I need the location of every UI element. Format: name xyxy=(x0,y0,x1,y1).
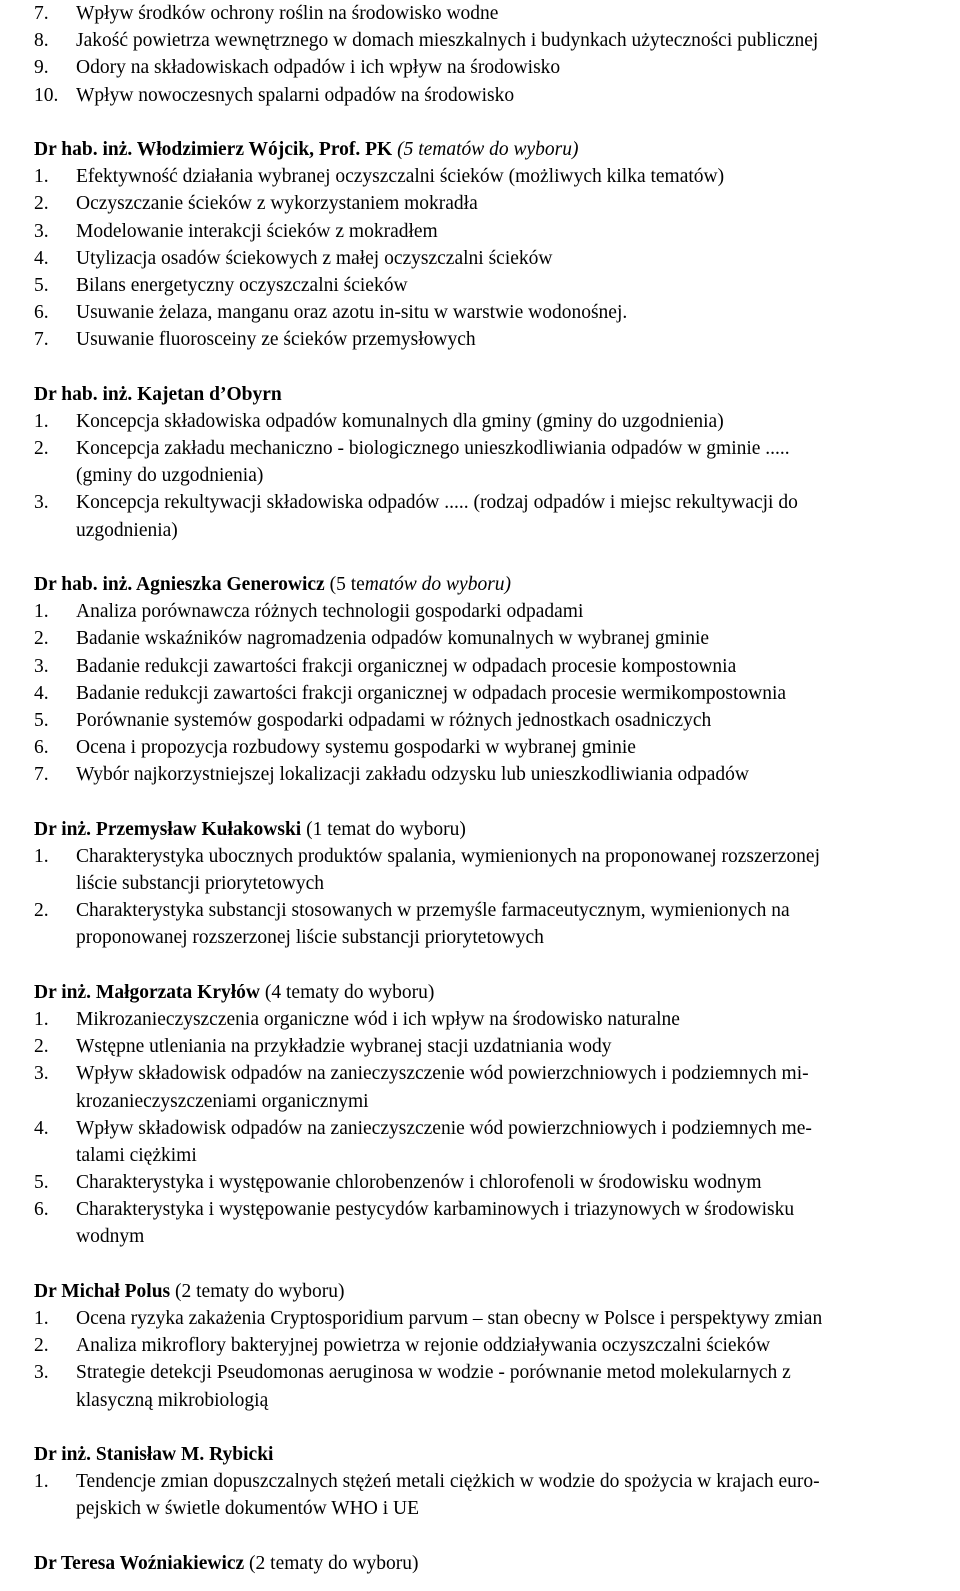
list-item xyxy=(34,680,946,707)
section-heading xyxy=(34,816,946,843)
list-item xyxy=(34,734,946,761)
item-number: 3. xyxy=(34,492,49,514)
item-number: 2. xyxy=(34,628,49,650)
list-item xyxy=(34,1305,946,1332)
list-item xyxy=(34,625,946,652)
item-text: klasyczną mikrobiologią xyxy=(76,1389,269,1411)
section-kulakowski xyxy=(34,816,946,952)
list-item xyxy=(34,54,946,81)
item-text: krozanieczyszczeniami organicznymi xyxy=(76,1090,369,1112)
item-text: Oczyszczanie ścieków z wykorzystaniem mokradła xyxy=(76,193,478,215)
item-text: Analiza porównawcza różnych technologii gospodarki odpadami xyxy=(76,601,584,623)
item-text: Utylizacja osadów ściekowych z małej oczyszczalni ścieków xyxy=(76,247,553,269)
list-item-continuation xyxy=(34,870,946,897)
item-number: 4. xyxy=(34,247,49,269)
topic-count-note: (2 tematy do wyboru) xyxy=(175,1280,345,1302)
section-heading xyxy=(34,136,946,163)
list-item xyxy=(34,1115,946,1142)
item-number: 5. xyxy=(34,274,49,296)
item-text: Usuwanie fluorosceiny ze ścieków przemysłowych xyxy=(76,329,476,351)
item-number: 7. xyxy=(34,764,49,786)
supervisor-name: Dr Teresa Woźniakiewicz xyxy=(34,1552,245,1574)
list-item xyxy=(34,598,946,625)
topic-count-note-a: (5 te xyxy=(329,573,365,595)
item-text: uzgodnienia) xyxy=(76,519,178,541)
section-wojcik xyxy=(34,136,946,354)
item-text: (gminy do uzgodnienia) xyxy=(76,465,264,487)
item-number: 4. xyxy=(34,1117,49,1139)
item-number: 6. xyxy=(34,737,49,759)
list-item xyxy=(34,326,946,353)
section-rybicki xyxy=(34,1441,946,1523)
item-number: 6. xyxy=(34,1199,49,1221)
topic-count-note: (1 temat do wyboru) xyxy=(306,818,466,840)
item-text: Charakterystyka i występowanie pestycydów karbaminowych i triazynowych w środowisku xyxy=(76,1199,795,1221)
item-text: Charakterystyka substancji stosowanych w przemyśle farmaceutycznym, wymienionych na xyxy=(76,900,790,922)
list-item xyxy=(34,163,946,190)
topic-count-note: (4 tematy do wyboru) xyxy=(264,981,435,1003)
topic-count-note-b: matów do wyboru) xyxy=(364,573,512,595)
item-text: Badanie wskaźników nagromadzenia odpadów komunalnych w wybranej gminie xyxy=(76,628,710,650)
list-item xyxy=(34,489,946,516)
list-item xyxy=(34,408,946,435)
list-item xyxy=(34,707,946,734)
supervisor-name: Dr hab. inż. Agnieszka Generowicz xyxy=(34,573,325,595)
item-number: 3. xyxy=(34,1063,49,1085)
item-text: Ocena i propozycja rozbudowy systemu gospodarki w wybranej gminie xyxy=(76,737,636,759)
item-text: Koncepcja składowiska odpadów komunalnych dla gminy (gminy do uzgodnienia) xyxy=(76,410,724,432)
topic-count-note: (5 tematów do wyboru) xyxy=(397,138,579,160)
list-item xyxy=(34,1332,946,1359)
item-number: 1. xyxy=(34,166,49,188)
list-item xyxy=(34,27,946,54)
item-number: 2. xyxy=(34,438,49,459)
item-text: Odory na składowiskach odpadów i ich wpływ na środowisko xyxy=(76,57,561,79)
list-item-continuation xyxy=(34,1387,946,1414)
item-text: pejskich w świetle dokumentów WHO i UE xyxy=(76,1498,420,1520)
topic-count-note: (2 tematy do wyboru) xyxy=(249,1552,419,1574)
item-text: Badanie redukcji zawartości frakcji organicznej w odpadach procesie wermikompostownia xyxy=(76,682,787,704)
item-text: Wybór najkorzystniejszej lokalizacji zakładu odzysku lub unieszkodliwiania odpadów xyxy=(76,764,750,786)
item-number: 1. xyxy=(34,1308,49,1329)
item-number: 3. xyxy=(34,1362,49,1384)
list-item-continuation xyxy=(34,924,946,951)
item-number: 9. xyxy=(34,57,49,79)
list-item xyxy=(34,653,946,680)
section-heading xyxy=(34,979,946,1006)
list-item-continuation xyxy=(34,1223,946,1250)
item-text: proponowanej rozszerzonej liście substancji priorytetowych xyxy=(76,927,544,949)
section-krylow xyxy=(34,979,946,1251)
intro-list xyxy=(34,0,946,109)
section-wozniakiewicz xyxy=(34,1550,946,1577)
section-heading xyxy=(34,1278,946,1305)
item-text: Mikrozanieczyszczenia organiczne wód i ich wpływ na środowisko naturalne xyxy=(76,1008,680,1030)
list-item xyxy=(34,435,946,462)
list-item xyxy=(34,1006,946,1033)
section-heading xyxy=(34,381,946,408)
list-item xyxy=(34,1033,946,1060)
item-number: 1. xyxy=(34,1008,49,1030)
item-text: Analiza mikroflory bakteryjnej powietrza w rejonie oddziaływania oczyszczalni ścieków xyxy=(76,1335,771,1357)
item-text: Modelowanie interakcji ścieków z mokradłem xyxy=(76,220,438,242)
list-item xyxy=(34,1196,946,1223)
item-number: 8. xyxy=(34,30,49,52)
item-number: 10. xyxy=(34,84,59,106)
supervisor-name: Dr Michał Polus xyxy=(34,1280,171,1302)
item-text: Jakość powietrza wewnętrznego w domach mieszkalnych i budynkach użyteczności publicznej xyxy=(76,30,819,52)
list-item-continuation xyxy=(34,517,946,544)
list-item xyxy=(34,761,946,788)
item-number: 7. xyxy=(34,329,49,351)
item-number: 7. xyxy=(34,3,49,24)
item-number: 4. xyxy=(34,682,49,704)
list-item xyxy=(34,843,946,870)
supervisor-name: Dr hab. inż. Kajetan d’Obyrn xyxy=(34,383,282,405)
section-heading xyxy=(34,571,946,598)
item-number: 6. xyxy=(34,302,49,324)
list-item xyxy=(34,1468,946,1495)
supervisor-name: Dr inż. Stanisław M. Rybicki xyxy=(34,1443,274,1465)
item-text: Wpływ nowoczesnych spalarni odpadów na środowisko xyxy=(76,84,515,106)
item-text: Wpływ składowisk odpadów na zanieczyszczenie wód powierzchniowych i podziemnych me- xyxy=(76,1117,812,1139)
item-text: Efektywność działania wybranej oczyszczalni ścieków (możliwych kilka tematów) xyxy=(76,166,725,188)
item-number: 5. xyxy=(34,1172,49,1194)
item-text: Charakterystyka i występowanie chlorobenzenów i chlorofenoli w środowisku wodnym xyxy=(76,1172,762,1194)
list-item-continuation xyxy=(34,462,946,489)
item-number: 2. xyxy=(34,1335,49,1357)
item-text: Tendencje zmian dopuszczalnych stężeń metali ciężkich w wodzie do spożycia w krajach euro- xyxy=(76,1471,820,1493)
section-heading xyxy=(34,1550,946,1577)
item-text: Wstępne utleniania na przykładzie wybranej stacji uzdatniania wody xyxy=(76,1036,612,1058)
item-text: wodnym xyxy=(76,1226,145,1248)
item-text: Koncepcja rekultywacji składowiska odpadów ..... (rodzaj odpadów i miejsc rekultywacji do xyxy=(76,492,798,514)
item-number: 1. xyxy=(34,410,49,432)
item-number: 1. xyxy=(34,1471,49,1493)
list-item xyxy=(34,897,946,924)
list-item xyxy=(34,1359,946,1386)
item-number: 1. xyxy=(34,845,49,867)
list-item xyxy=(34,1169,946,1196)
list-item xyxy=(34,245,946,272)
list-item-continuation xyxy=(34,1495,946,1522)
supervisor-name: Dr hab. inż. Włodzimierz Wójcik, Prof. PK xyxy=(34,138,393,160)
supervisor-name: Dr inż. Przemysław Kułakowski xyxy=(34,818,302,840)
list-item xyxy=(34,272,946,299)
item-number: 3. xyxy=(34,655,49,677)
item-text: Wpływ środków ochrony roślin na środowisko wodne xyxy=(76,3,499,24)
section-heading xyxy=(34,1441,946,1468)
item-number: 5. xyxy=(34,709,49,731)
supervisor-name: Dr inż. Małgorzata Kryłów xyxy=(34,981,261,1003)
item-text: Wpływ składowisk odpadów na zanieczyszczenie wód powierzchniowych i podziemnych mi- xyxy=(76,1063,809,1085)
list-item xyxy=(34,299,946,326)
list-item xyxy=(34,0,946,27)
section-generowicz xyxy=(34,571,946,789)
item-number: 1. xyxy=(34,601,49,623)
item-text: Charakterystyka ubocznych produktów spalania, wymienionych na proponowanej rozszerzonej xyxy=(76,845,821,867)
list-item xyxy=(34,190,946,217)
item-text: talami ciężkimi xyxy=(76,1144,197,1166)
item-text: Porównanie systemów gospodarki odpadami w różnych jednostkach osadniczych xyxy=(76,709,712,731)
item-text: Usuwanie żelaza, manganu oraz azotu in-situ w warstwie wodonośnej. xyxy=(76,302,628,324)
item-text: Strategie detekcji Pseudomonas aeruginosa w wodzie - porównanie metod molekularnych z xyxy=(76,1362,791,1384)
section-obyrn xyxy=(34,381,946,544)
item-text: Badanie redukcji zawartości frakcji organicznej w odpadach procesie kompostownia xyxy=(76,655,737,677)
item-text: liście substancji priorytetowych xyxy=(76,873,325,894)
list-item xyxy=(34,218,946,245)
item-text: Ocena ryzyka zakażenia Cryptosporidium parvum – stan obecny w Polsce i perspektywy zmian xyxy=(76,1308,823,1329)
item-number: 3. xyxy=(34,220,49,242)
list-item xyxy=(34,1060,946,1087)
list-item-continuation xyxy=(34,1142,946,1169)
item-text: Bilans energetyczny oczyszczalni ścieków xyxy=(76,274,408,296)
list-item xyxy=(34,82,946,109)
item-number: 2. xyxy=(34,900,49,922)
item-number: 2. xyxy=(34,193,49,215)
list-item-continuation xyxy=(34,1088,946,1115)
item-number: 2. xyxy=(34,1036,49,1058)
section-polus xyxy=(34,1278,946,1414)
item-text: Koncepcja zakładu mechaniczno - biologicznego unieszkodliwiania odpadów w gminie ..... xyxy=(76,438,790,459)
